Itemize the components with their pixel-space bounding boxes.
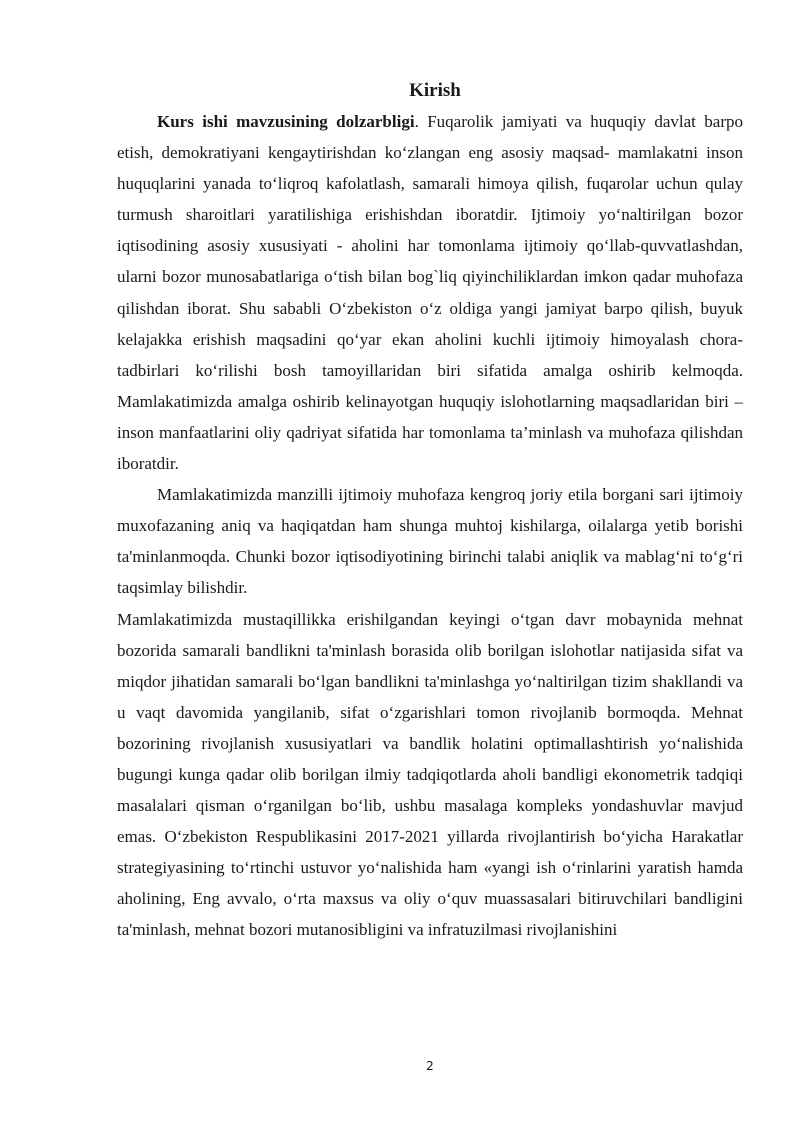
paragraph-social-protection: Mamlakatimizda manzilli ijtimoiy muhofaza kengroq joriy etila borgani sari ijtimoiy muxofazaning aniq va haqiqatdan ham shunga muhtoj kishilarga, oilalarga yetib borishi ta'minlanmoqda. Chunki bozor iqtisodiyotining birinchi talabi aniqlik va mablag‘ni to‘g‘ri taqsimlay bilishdir. bbox=[117, 485, 743, 598]
paragraph-lead: Kurs ishi mavzusining dolzarbligi bbox=[157, 112, 415, 131]
page-title: Kirish bbox=[409, 80, 461, 101]
paragraph-intro-text: . Fuqarolik jamiyati va huquqiy davlat barpo etish, demokratiyani kengaytirishdan ko‘zlangan eng asosiy maqsad- mamlakatni inson huquqlarini yanada to‘liqroq kafolatlash, samarali himoya qilish, fuqarolar uchun qulay turmush sharoitlari yaratilishiga erishishdan iboratdir. Ijtimoiy yo‘naltirilgan bozor iqtisodining asosiy xususiyati - aholini har tomonlama ijtimoiy qo‘llab-quvvatlashdan, ularni bozor munosabatlariga o‘tish bilan bog`liq qiyinchiliklardan imkon qadar muhofaza qilishdan iborat. Shu sababli O‘zbekiston o‘z oldiga yangi jamiyat barpo qilish, buyuk kelajakka erishish maqsadini qo‘yar ekan aholini kuchli ijtimoiy himoyalash chora-tadbirlari ko‘rilishi bosh tamoyillaridan biri sifatida amalga oshirib kelmoqda. Mamlakatimizda amalga oshirib kelinayotgan huquqiy islohotlarning maqsadlaridan biri – inson manfaatlarini oliy qadriyat sifatida har tomonlama ta’minlash va muhofaza qilishdan iboratdir. bbox=[117, 112, 743, 474]
document-page bbox=[117, 76, 743, 946]
paragraph-employment: Mamlakatimizda mustaqillikka erishilgandan keyingi o‘tgan davr mobaynida mehnat bozorida samarali bandlikni ta'minlash borasida olib borilgan islohotlar natijasida sifat va miqdor jihatidan samarali bo‘lgan bandlikni ta'minlashga yo‘naltirilgan tizim shakllandi va u vaqt davomida yangilanib, sifat o‘zgarishlari tomon rivojlanib bormoqda. Mehnat bozorining rivojlanish xususiyatlari va bandlik holatini optimallashtirish yo‘nalishida bugungi kunga qadar olib borilgan ilmiy tadqiqotlarda aholi bandligi ekonometrik tadqiqi masalalari qisman o‘rganilgan bo‘lib, ushbu masalaga kompleks yondashuvlar mavjud emas. O‘zbekiston Respublikasini 2017-2021 yillarda rivojlantirish bo‘yicha Harakatlar strategiyasining to‘rtinchi ustuvor yo‘nalishida ham «yangi ish o‘rinlarini yaratish hamda aholining, Eng avvalo, o‘rta maxsus va oliy o‘quv muassasalari bitiruvchilari bandligini ta'minlash, mehnat bozori mutanosibligini va infratuzilmasi rivojlanishini bbox=[117, 609, 743, 940]
paragraph-intro bbox=[117, 106, 743, 479]
page-number: 2 bbox=[426, 1059, 434, 1073]
